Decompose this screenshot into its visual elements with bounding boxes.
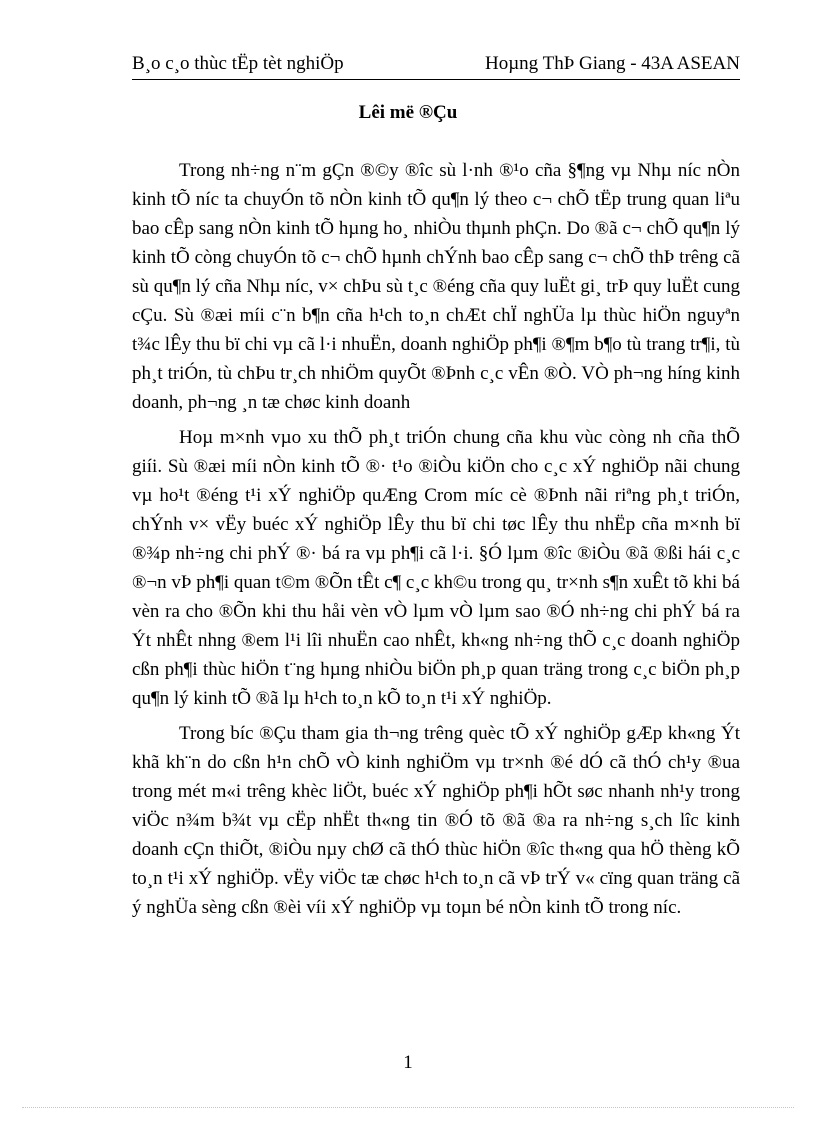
paragraph-2: Hoµ m×nh vµo xu thÕ ph¸t triÓn chung cña khu vùc còng nh cña thÕ giíi. Sù ®æi míi nÒn kinh tÕ ®· t¹o ®iÒu kiÖn cho c¸c xÝ nghiÖp nãi chung vµ ho¹t ®éng t¹i xÝ nghiÖp quÆng Crom míc cè ®Þnh nãi riªng ph¸t triÓn, chÝnh v× vËy buéc xÝ nghiÖp lÊy thu bï chi tøc lÊy thu nhËp cña m×nh bï ®¾p nh÷ng chi phÝ ®· bá ra vµ ph¶i cã l·i. §Ó lµm ®îc ®iÒu ®ã ®ßi hái c¸c ®¬n vÞ ph¶i quan t©m ®Õn tÊt c¶ c¸c kh©u trong qu¸ tr×nh s¶n xuÊt tõ khi bá vèn ra cho ®Õn khi thu håi vèn vÒ lµm vÒ lµm sao ®Ó nh÷ng chi phÝ bá ra Ýt nhÊt nhng ®em l¹i lîi nhuËn cao nhÊt, kh«ng nh÷ng thÕ c¸c doanh nghiÖp cßn ph¶i thùc hiÖn t¨ng hµng nhiÒu biÖn ph¸p quan träng trong c¸c biÖn ph¸p qu¶n lý kinh tÕ ®ã lµ h¹ch to¸n kÕ to¸n t¹i xÝ nghiÖp. xyxy=(132,427,740,709)
header-right-text: Hoµng ThÞ Giang - 43A ASEAN xyxy=(485,53,740,74)
document-body xyxy=(132,156,740,928)
page-bottom-border xyxy=(22,1107,794,1108)
header-rule xyxy=(132,79,740,80)
paragraph-3: Trong bíc ®Çu tham gia th¬ng trêng quèc tÕ xÝ nghiÖp gÆp kh«ng Ýt khã kh¨n do cßn h¹n chÕ vÒ kinh nghiÖm vµ tr×nh ®é dÓ cã thÓ ch¹y ®ua trong mét m«i trêng khèc liÖt, buéc xÝ nghiÖp ph¶i hÕt søc nhanh nh¹y trong viÖc n¾m b¾t vµ cËp nhËt th«ng tin ®Ó tõ ®ã ®a ra nh÷ng s¸ch lîc kinh doanh cÇn thiÕt, ®iÒu nµy chØ cã thÓ thùc hiÖn ®îc th«ng qua hÖ thèng kÕ to¸n t¹i xÝ nghiÖp. vËy viÖc tæ chøc h¹ch to¸n cã vÞ trÝ v« cïng quan träng cã ý nghÜa sèng cßn ®èi víi xÝ nghiÖp vµ toµn bé nÒn kinh tÕ trong níc. xyxy=(132,723,740,918)
page-header xyxy=(132,53,740,77)
document-title: Lêi më ®Çu xyxy=(358,102,458,123)
paragraph-1: Trong nh÷ng n¨m gÇn ®©y ®îc sù l·nh ®¹o cña §¶ng vµ Nhµ níc nÒn kinh tÕ níc ta chuyÓn tõ nÒn kinh tÕ qu¶n lý theo c¬ chÕ tËp trung quan liªu bao cÊp sang nÒn kinh tÕ hµng ho¸ nhiÒu thµnh phÇn. Do ®ã c¬ chÕ qu¶n lý kinh tÕ còng chuyÓn tõ c¬ chÕ hµnh chÝnh bao cÊp sang c¬ chÕ thÞ trêng cã sù qu¶n lý cña Nhµ níc, v× chÞu sù t¸c ®éng cña quy luËt gi¸ trÞ quy luËt cung cÇu. Sù ®æi míi c¨n b¶n cña h¹ch to¸n chÆt chÏ nghÜa lµ thùc hiÖn nguyªn t¾c lÊy thu bï chi vµ cã l·i nhuËn, doanh nghiÖp ph¶i ®¶m b¶o tù trang tr¶i, tù ph¸t triÓn, tù chÞu tr¸ch nhiÖm quyÕt ®Þnh c¸c vÊn ®Ò. VÒ ph¬ng híng kinh doanh, ph¬ng ¸n tæ chøc kinh doanh xyxy=(132,160,740,413)
header-left-text: B¸o c¸o thùc tËp tèt nghiÖp xyxy=(132,53,344,74)
page-number: 1 xyxy=(403,1052,413,1073)
